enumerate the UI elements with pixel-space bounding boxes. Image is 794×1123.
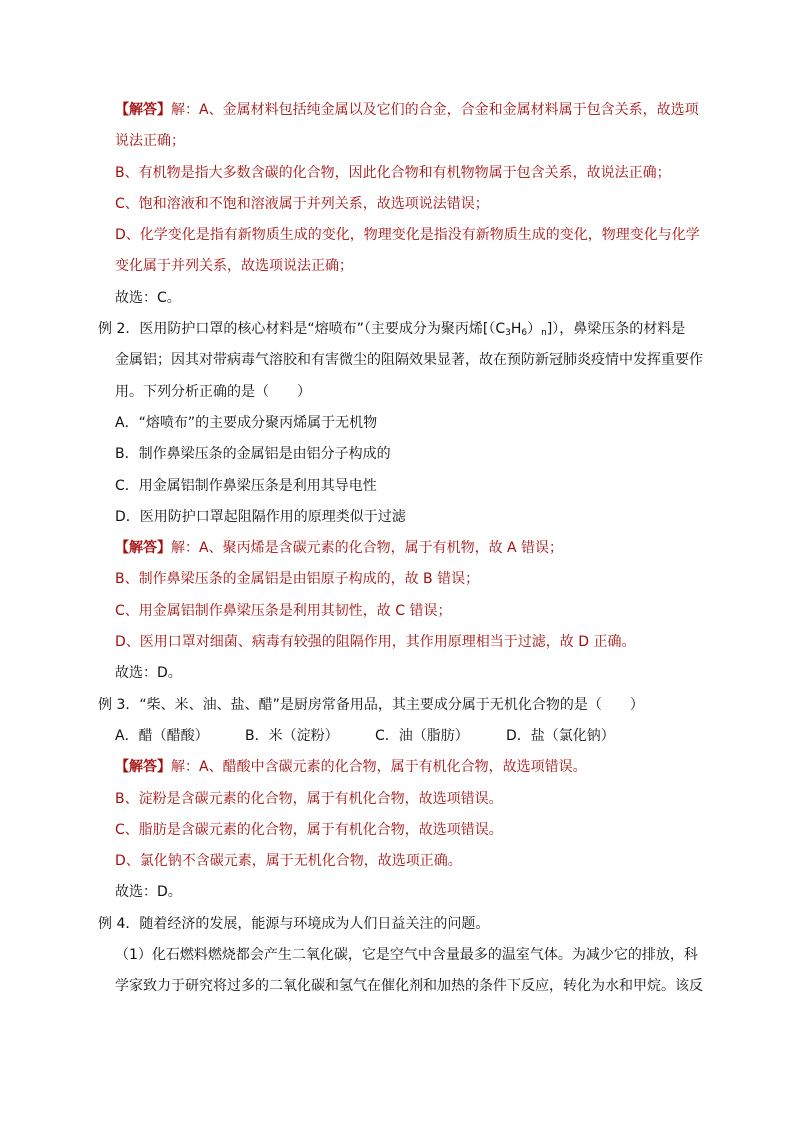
answer-tag: 【解答】 — [115, 102, 171, 118]
ex2-answer-b: B、制作鼻梁压条的金属铝是由铝原子构成的，故 B 错误； — [115, 571, 480, 588]
answer-tag: 【解答】 — [115, 540, 171, 557]
ex2-result: 故选：D。 — [115, 665, 182, 682]
ex3-answer-d: D、氯化钠不含碳元素，属于无机化合物，故选项正确。 — [115, 853, 462, 870]
ex3-question: 例 3．“柴、米、油、盐、醋”是厨房常备用品，其主要成分属于无机化合物的是（ ） — [98, 696, 644, 713]
ex4-question: 例 4．随着经济的发展，能源与环境成为人们日益关注的问题。 — [98, 915, 490, 932]
ex2-q1b: H — [510, 321, 522, 338]
ex3-answer-b: B、淀粉是含碳元素的化合物，属于有机化合物，故选项错误。 — [115, 790, 503, 807]
ex1-answer-line-2: 说法正确； — [115, 133, 185, 150]
ex1-answer-c: C、饱和溶液和不饱和溶液属于并列关系，故选项说法错误； — [115, 195, 489, 212]
ex4-part1-line-1: （1）化石燃料燃烧都会产生二氧化碳，它是空气中含量最多的温室气体。为减少它的排放，科 — [115, 947, 698, 964]
answer-tag: 【解答】 — [115, 759, 171, 776]
ex3-option-d: D．盐（氯化钠） — [506, 727, 615, 744]
ex2-answer-a: 解：A、聚丙烯是含碳元素的化合物，属于有机物，故 A 错误； — [171, 540, 564, 557]
ex3-answer-c: C、脂肪是含碳元素的化合物，属于有机化合物，故选项错误。 — [115, 821, 503, 838]
ex2-answer-c: C、用金属铝制作鼻梁压条是利用其韧性，故 C 错误； — [115, 602, 452, 619]
ex3-option-a: A．醋（醋酸） — [115, 727, 209, 744]
ex2-q1c: ） — [527, 321, 542, 338]
ex2-answer-line-1 — [98, 533, 718, 564]
ex1-answer-b: B、有机物是指大多数含碳的化合物，因此化合物和有机物物属于包含关系，故说法正确； — [115, 164, 671, 181]
ex1-answer-d-2: 变化属于并列关系，故选项说法正确； — [115, 258, 353, 275]
ex2-option-b: B．制作鼻梁压条的金属铝是由铝分子构成的 — [115, 446, 391, 463]
ex1-answer-a: 解：A、金属材料包括纯金属以及它们的合金，合金和金属材料属于包含关系，故选项 — [171, 102, 699, 118]
ex2-q1d: ]），鼻梁压条的材料是 — [546, 321, 686, 338]
document-content — [98, 95, 718, 1003]
ex2-option-d: D．医用防护口罩起阻隔作用的原理类似于过滤 — [115, 508, 406, 525]
ex2-question-line-3: 用。下列分析正确的是（ ） — [115, 383, 311, 400]
ex3-option-c: C．油（脂肪） — [375, 727, 469, 744]
ex3-options — [98, 721, 718, 752]
ex2-option-c: C．用金属铝制作鼻梁压条是利用其导电性 — [115, 477, 377, 494]
ex2-question-line-2: 金属铝；因其对带病毒气溶胶和有害微尘的阻隔效果显著，故在预防新冠肺炎疫情中发挥重要作 — [115, 352, 703, 369]
ex3-option-b: B．米（淀粉） — [245, 727, 339, 744]
ex2-option-a: A．“熔喷布”的主要成分聚丙烯属于无机物 — [115, 414, 378, 431]
ex2-answer-d: D、医用口罩对细菌、病毒有较强的阻隔作用，其作用原理相当于过滤，故 D 正确。 — [115, 634, 636, 651]
ex3-result: 故选：D。 — [115, 884, 182, 901]
ex2-sub-3: 3 — [505, 328, 511, 339]
ex3-answer-a: 解：A、醋酸中含碳元素的化合物，属于有机化合物，故选项错误。 — [171, 759, 587, 776]
ex4-part1-line-2: 学家致力于研究将过多的二氧化碳和氢气在催化剂和加热的条件下反应，转化为水和甲烷。该反 — [115, 978, 703, 995]
ex2-sub-6: 6 — [521, 328, 528, 339]
ex2-question-line-1 — [98, 314, 718, 345]
ex2-q1a: 例 2．医用防护口罩的核心材料是“熔喷布”（主要成分为聚丙烯[（C — [98, 321, 506, 338]
ex1-answer-d-1: D、化学变化是指有新物质生成的变化，物理变化是指没有新物质生成的变化，物理变化与化学 — [115, 227, 700, 244]
ex1-answer-line-1 — [98, 95, 718, 126]
ex2-sub-n: n — [541, 328, 547, 339]
ex1-result: 故选：C。 — [115, 289, 181, 306]
ex3-answer-line-1 — [98, 752, 718, 783]
